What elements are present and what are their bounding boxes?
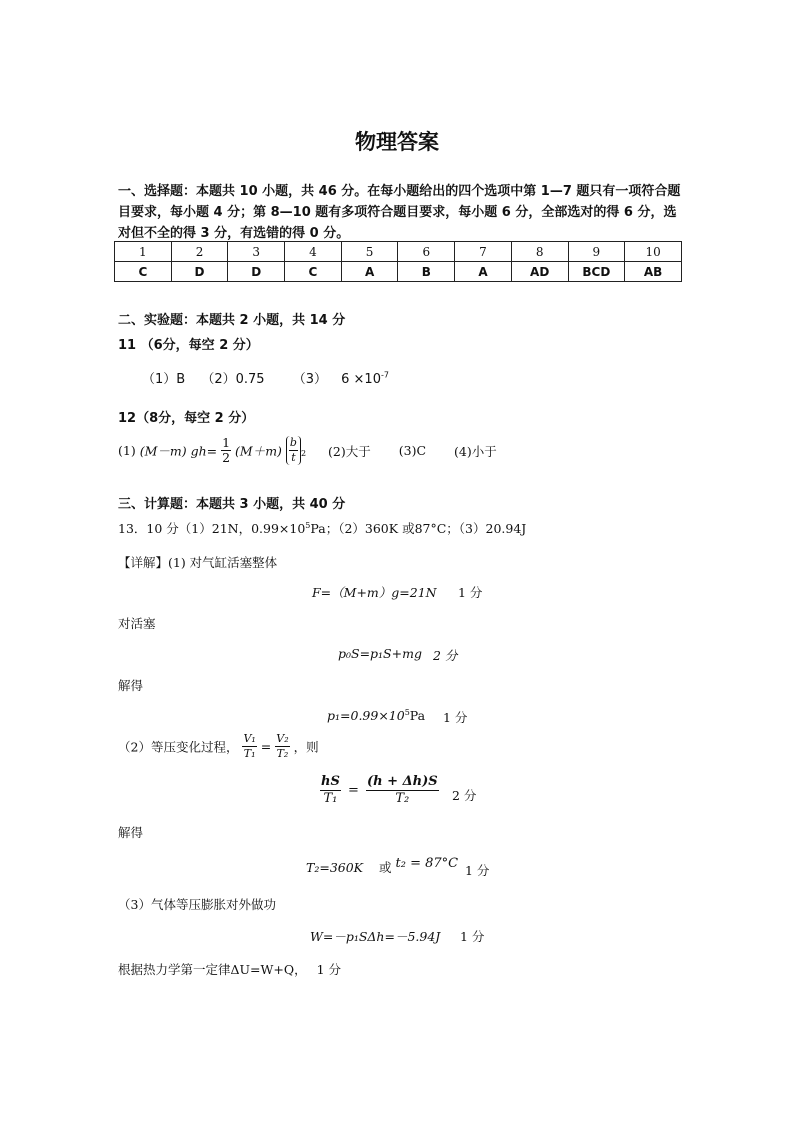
q11-heading: 11 （6分，每空 2 分） — [118, 338, 259, 353]
text-or: 或 — [379, 860, 392, 875]
t2-den: T₂ — [395, 791, 410, 806]
question-number-cell: 7 — [455, 242, 512, 262]
answer-table-number-row — [115, 242, 682, 262]
formula-piston-balance: p₀S=p₁S+mg — [338, 646, 422, 661]
question-number-cell: 3 — [228, 242, 285, 262]
formula-isobaric: $\frac{hS}{\text{T₁}}$ = $\frac{(h + \Delta h)S}{\text{T₂}}$ — [321, 774, 438, 806]
temperature-kelvin: T₂=360K — [306, 860, 364, 875]
temperature-celsius: t₂ = 87°C — [395, 856, 459, 871]
section1-heading: 一、选择题：本题共 10 小题，共 46 分。在每小题给出的四个选项中第 1—7 题只有一项符合题目要求，每小题 4 分；第 8—10 题有多项符合题目要求，每小题 6 分，全部选对的得 6 分，选对但不全的得 3 分，有选错的得 0 分。 — [118, 184, 681, 241]
text-solve-2: 解得 — [118, 825, 144, 840]
answer-cell: BCD — [568, 262, 625, 282]
first-law-text: 根据热力学第一定律ΔU=W+Q， — [118, 962, 307, 977]
formula-pressure-score: 1 分 — [443, 710, 468, 725]
q13-summary-exponent: 5 — [305, 520, 311, 530]
part2-line: （2）等压变化过程， $\frac{\text{V₁}}{\text{T₁}}$ = $\frac{\text{V₂}}{\text{T₂}}$ ，则 — [118, 732, 319, 760]
q12-answer-2: (2)大于 — [328, 443, 371, 459]
formula-pressure — [327, 708, 425, 723]
fraction-h-dh-s-t2 — [366, 774, 439, 807]
formula-temperature — [306, 858, 458, 876]
question-number-cell: 5 — [341, 242, 398, 262]
answer-cell: AB — [625, 262, 682, 282]
answer-table-answer-row — [115, 262, 682, 282]
q11-answer-3-value: 6 ×10 — [341, 372, 381, 387]
answer-cell: AD — [511, 262, 568, 282]
question-number-cell: 4 — [285, 242, 342, 262]
q11-answer-1: （1）B — [142, 372, 186, 387]
q12-answers — [118, 436, 497, 476]
t1-den: T₁ — [323, 791, 338, 806]
q13-summary — [118, 519, 526, 537]
answer-cell: C — [285, 262, 342, 282]
q12-half-fraction — [221, 436, 231, 465]
q12-t: t — [291, 451, 296, 464]
text-solve-1: 解得 — [118, 678, 144, 693]
text-piston: 对活塞 — [118, 616, 156, 631]
q13-detail-intro: 【详解】(1) 对气缸活塞整体 — [118, 555, 278, 570]
q13-summary-part-a: 13．10 分（1）21N，0.99×10 — [118, 521, 306, 536]
q12-bracket — [286, 436, 301, 465]
hs: hS — [321, 774, 340, 789]
formula-piston-score: 2 分 — [433, 648, 458, 663]
q12-square: 2 — [300, 449, 307, 458]
part2-then: ，则 — [293, 739, 319, 755]
q12-formula-lhs: (M－m) gh= — [139, 443, 218, 459]
formula-temperature-score: 1 分 — [465, 863, 490, 878]
q11-answer-3-exponent: -7 — [380, 370, 389, 380]
q12-b: b — [289, 436, 297, 449]
v1: V₁ — [243, 732, 256, 745]
formula-force-score: 1 分 — [458, 585, 483, 600]
q12-heading: 12（8分，每空 2 分） — [118, 411, 255, 426]
question-number-cell: 2 — [171, 242, 228, 262]
question-number-cell: 9 — [568, 242, 625, 262]
question-number-cell: 1 — [115, 242, 172, 262]
page-title: 物理答案 — [355, 130, 439, 154]
q12-half-denominator: 2 — [222, 450, 231, 465]
question-number-cell: 6 — [398, 242, 455, 262]
answer-cell: D — [228, 262, 285, 282]
formula-work: W=－p₁SΔh=－5.94J — [310, 929, 441, 944]
fraction-v2-t2 — [275, 732, 289, 761]
answer-cell: C — [115, 262, 172, 282]
h-dh-s: (h + Δh)S — [367, 774, 438, 789]
formula-force: F=（M+m）g=21N — [312, 585, 437, 600]
t2: T₂ — [276, 747, 289, 760]
answer-cell: B — [398, 262, 455, 282]
part3-text: （3）气体等压膨胀对外做功 — [118, 897, 276, 912]
t1: T₁ — [243, 747, 256, 760]
q11-answer-2: （2）0.75 — [201, 372, 265, 387]
question-number-cell: 8 — [511, 242, 568, 262]
first-law-line — [118, 960, 341, 978]
first-law-score: 1 分 — [316, 962, 342, 977]
q11-answer-3-label: （3） — [292, 372, 327, 387]
q13-summary-part-b: Pa；（2）360K 或87°C；（3）20.94J — [310, 521, 527, 536]
q12-formula-mid: (M＋m) — [235, 443, 282, 459]
q12-half-numerator: 1 — [222, 435, 231, 450]
answer-table — [114, 241, 682, 282]
answer-cell: A — [341, 262, 398, 282]
v2: V₂ — [276, 732, 289, 745]
q12-answer-4: (4)小于 — [454, 443, 497, 459]
q11-answers — [142, 368, 389, 387]
formula-pressure-unit: Pa — [409, 708, 426, 724]
question-number-cell: 10 — [625, 242, 682, 262]
formula-pressure-exponent: 5 — [404, 708, 410, 717]
part2-label: （2）等压变化过程， — [118, 739, 239, 755]
q12-b-over-t-fraction — [289, 436, 298, 465]
section3-heading: 三、计算题：本题共 3 小题，共 40 分 — [118, 497, 346, 512]
fraction-hs-t1 — [320, 774, 341, 807]
q12-part1-label: (1) — [118, 443, 136, 458]
formula-work-score: 1 分 — [460, 929, 485, 944]
formula-pressure-value: p₁=0.99×10 — [327, 708, 405, 724]
q12-answer-3: (3)C — [398, 443, 427, 458]
formula-isobaric-score: 2 分 — [452, 788, 477, 803]
answer-cell: D — [171, 262, 228, 282]
answer-cell: A — [455, 262, 512, 282]
section2-heading: 二、实验题：本题共 2 小题，共 14 分 — [118, 313, 346, 328]
fraction-v1-t1 — [242, 732, 256, 761]
